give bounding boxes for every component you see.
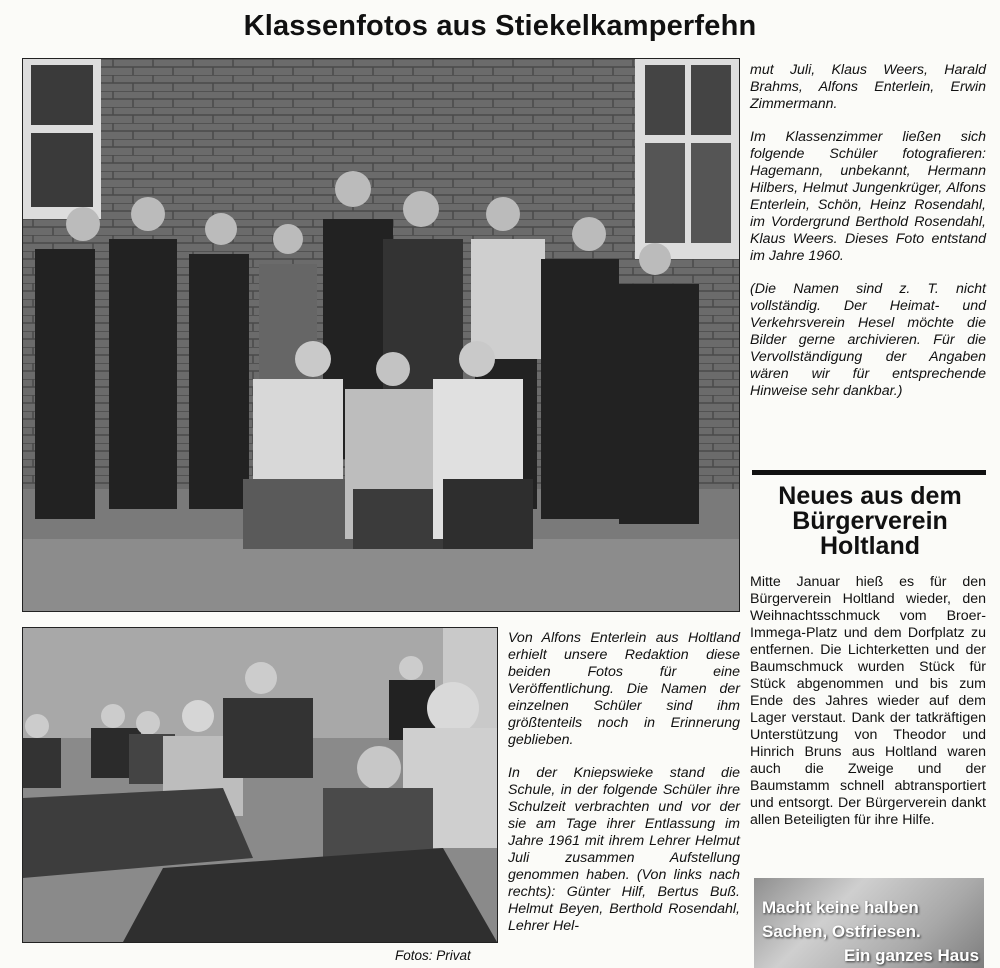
buergerverein-article: [750, 574, 986, 829]
photo-credit: Fotos: Privat: [395, 948, 471, 963]
ad-line2: Sachen, Ostfriesen.: [762, 922, 921, 941]
middle-column-text: [508, 630, 740, 935]
names-paragraph: In der Kniepswieke stand die Schule, in der folgende Schüler ihre Schulzeit verbrachten und vor der sie am Tage ihrer Entlassung im Jahre 1961 mit ihrem Lehrer Helmut Juli zusammen Aufstellung genommen haben. (Von links nach rechts): Günter Hilf, Bertus Buß. Helmut Beyen, Berthold Rosendahl, Lehrer Hel-: [508, 765, 740, 934]
section-title: [748, 484, 992, 559]
right-column-top-text: [750, 62, 986, 416]
continued-paragraph: mut Juli, Klaus Weers, Harald Brahms, Alfons Enterlein, Erwin Zimmermann.: [750, 62, 986, 112]
ad-line1: Macht keine halben: [762, 898, 919, 917]
advertisement: [754, 878, 984, 968]
class-photo-classroom: [22, 627, 498, 943]
ad-line3: Ein ganzes Haus: [844, 946, 980, 965]
section-title-line3: Holtland: [820, 532, 920, 560]
section-divider: [752, 470, 986, 475]
class-photo-outdoor: [22, 58, 740, 612]
intro-paragraph: Von Alfons Enterlein aus Holtland erhielt unsere Redaktion diese beiden Fotos für eine Veröffentlichung. Die Namen der einzelnen Schüler sind ihm größtenteils noch in Erinnerung geblieben.: [508, 630, 740, 748]
buergerverein-body: Mitte Januar hieß es für den Bürgerverein Holtland wieder, den Weihnachtsschmuck vom Broer-Immega-Platz und dem Dorfplatz zu entfernen. Die Lichterketten und der Baumschmuck wurden Stück für Stück abgenommen und bis zum Ende des Jahres wieder auf dem Lager verstaut. Dank der tatkräftigen Unterstützung von Theodor und Hinrich Bruns aus Holtland waren auch die Zweige und der Baumstamm schnell abtransportiert und entsorgt. Der Bürgerverein dankt allen Beteiligten für ihre Hilfe.: [750, 574, 986, 828]
section-title-line1: Neues aus dem: [778, 482, 962, 510]
archive-appeal-paragraph: (Die Namen sind z. T. nicht vollständig. Der Heimat- und Verkehrsverein Hesel möchte die Bilder gerne archivieren. Für die Vervollständigung der Angaben wären wir für entsprechende Hinweise sehr dankbar.): [750, 281, 986, 399]
headline: Klassenfotos aus Stiekelkamperfehn: [243, 10, 757, 42]
section-title-line2: Bürgerverein: [792, 507, 948, 535]
classroom-paragraph: Im Klassenzimmer ließen sich folgende Schüler fotografieren: Hagemann, unbekannt, Hermann Hilbers, Helmut Jungenkrüger, Alfons Enterlein, Schön, Heinz Rosendahl, im Vordergrund Berthold Rosendahl, Klaus Weers. Dieses Foto entstand im Jahre 1960.: [750, 129, 986, 264]
